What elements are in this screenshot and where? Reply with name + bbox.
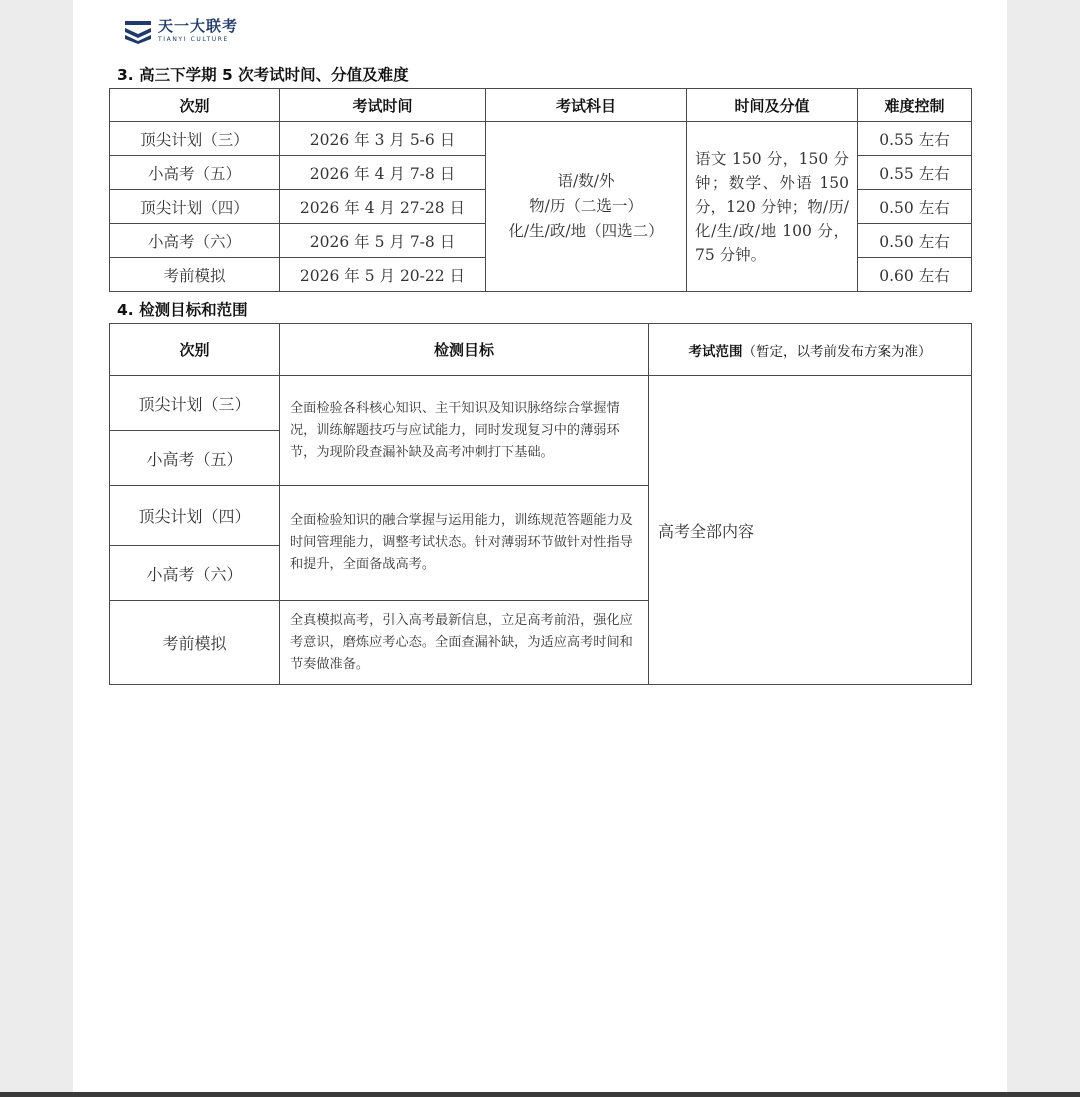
exam-date: 2026 年 4 月 7-8 日 — [280, 156, 486, 190]
exam-name: 小高考（五） — [110, 156, 280, 190]
exam-name: 小高考（五） — [110, 431, 280, 486]
exam-name: 考前模拟 — [110, 258, 280, 292]
table-header-row — [110, 324, 972, 376]
scope-header-note: （暂定，以考前发布方案为准） — [742, 343, 932, 360]
exam-difficulty: 0.50 左右 — [858, 190, 972, 224]
header-cell: 考试科目 — [486, 89, 687, 122]
score-time: 语文 150 分，150 分钟；数学、外语 150 分，120 分钟；物/历/化/生/政/地 100 分，75 分钟。 — [687, 122, 858, 292]
exam-name: 考前模拟 — [110, 601, 280, 685]
tianyi-logo-icon — [124, 18, 152, 44]
exam-difficulty: 0.55 左右 — [858, 122, 972, 156]
exam-name: 顶尖计划（四） — [110, 190, 280, 224]
exam-subjects — [486, 122, 687, 292]
exam-goal: 全面检验各科核心知识、主干知识及知识脉络综合掌握情况，训练解题技巧与应试能力，同时发现复习中的薄弱环节，为现阶段查漏补缺及高考冲刺打下基础。 — [280, 376, 649, 486]
exam-date: 2026 年 5 月 7-8 日 — [280, 224, 486, 258]
document-page — [73, 0, 1007, 1092]
exam-date: 2026 年 3 月 5-6 日 — [280, 122, 486, 156]
exam-schedule-table — [109, 88, 972, 292]
table-row — [110, 376, 972, 431]
subjects-text: 语/数/外 物/历（二选一） 化/生/政/地（四选二） — [508, 172, 664, 240]
logo-cn: 天一大联考 — [158, 17, 239, 35]
exam-goal: 全面检验知识的融合掌握与运用能力，训练规范答题能力及时间管理能力，调整考试状态。针对薄弱环节做针对性指导和提升，全面备战高考。 — [280, 486, 649, 601]
exam-difficulty: 0.55 左右 — [858, 156, 972, 190]
header-cell: 检测目标 — [280, 324, 649, 376]
section3-title: 3. 高三下学期 5 次考试时间、分值及难度 — [117, 66, 409, 84]
scope-header: 考试范围 — [688, 343, 743, 360]
exam-name: 顶尖计划（三） — [110, 122, 280, 156]
table-header-row — [110, 89, 972, 122]
exam-difficulty: 0.50 左右 — [858, 224, 972, 258]
header-cell: 次别 — [110, 89, 280, 122]
exam-date: 2026 年 4 月 27-28 日 — [280, 190, 486, 224]
exam-date: 2026 年 5 月 20-22 日 — [280, 258, 486, 292]
exam-scope: 高考全部内容 — [649, 376, 972, 685]
logo-en: TIANYI CULTURE — [158, 36, 229, 43]
header-cell: 次别 — [110, 324, 280, 376]
logo — [124, 18, 238, 44]
exam-name: 顶尖计划（三） — [110, 376, 280, 431]
exam-name: 顶尖计划（四） — [110, 486, 280, 546]
section4-title: 4. 检测目标和范围 — [117, 301, 248, 319]
exam-difficulty: 0.60 左右 — [858, 258, 972, 292]
table-row — [110, 122, 972, 156]
exam-name: 小高考（六） — [110, 546, 280, 601]
exam-goals-table — [109, 323, 972, 685]
exam-goal: 全真模拟高考，引入高考最新信息，立足高考前沿，强化应考意识，磨炼应考心态。全面查漏补缺，为适应高考时间和节奏做准备。 — [280, 601, 649, 685]
header-cell: 考试时间 — [280, 89, 486, 122]
header-cell: 难度控制 — [858, 89, 972, 122]
exam-name: 小高考（六） — [110, 224, 280, 258]
bottom-bar — [0, 1092, 1080, 1097]
header-cell: 时间及分值 — [687, 89, 858, 122]
header-cell — [649, 324, 972, 376]
